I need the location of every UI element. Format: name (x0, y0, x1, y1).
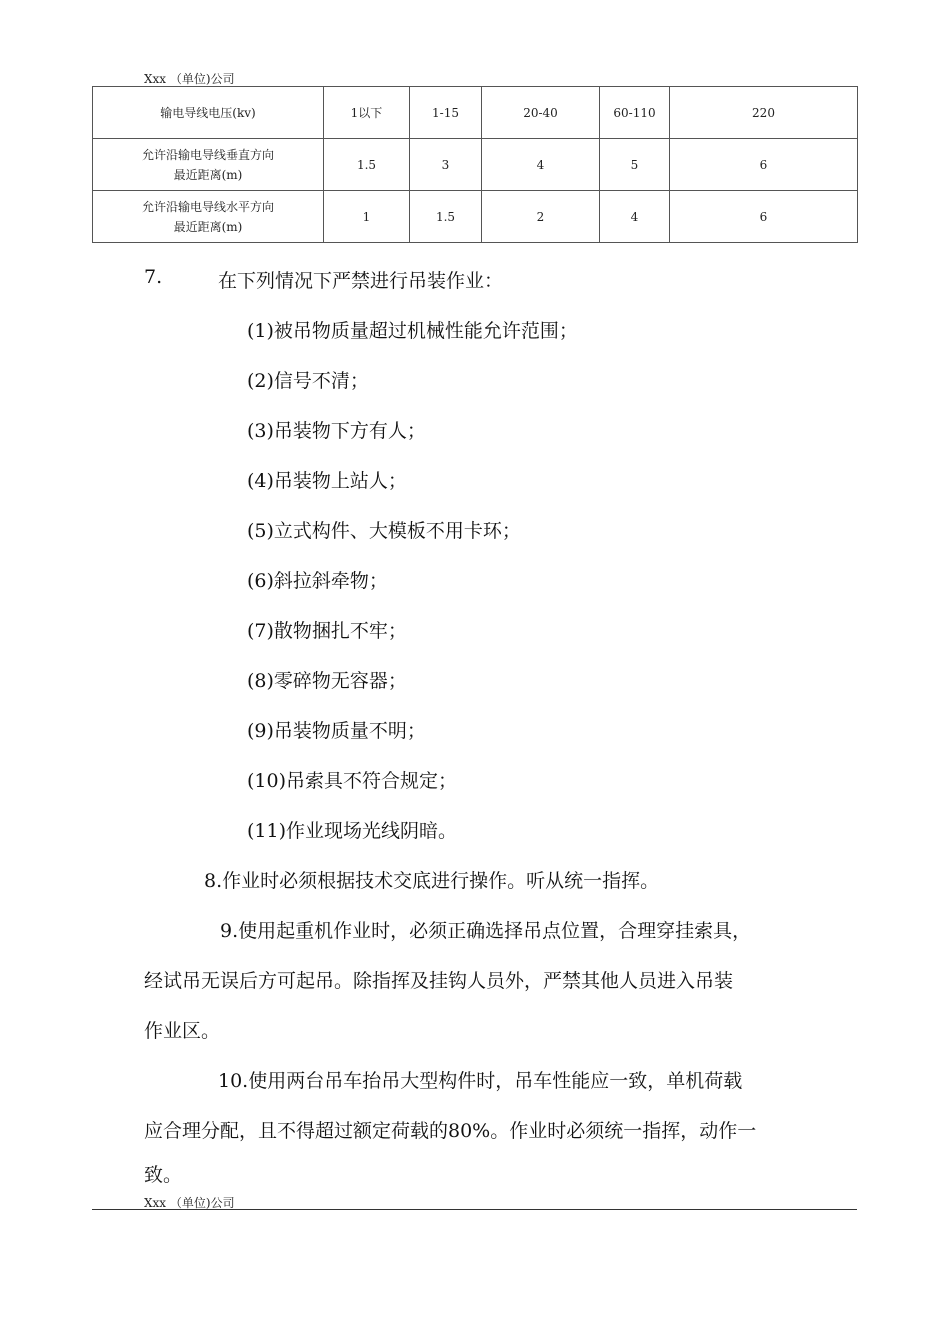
table-row (93, 139, 858, 191)
table-cell: 4 (482, 139, 600, 191)
item-10-line: 致。 (144, 1164, 183, 1186)
item-9-line: 经试吊无误后方可起吊。除指挥及挂钩人员外，严禁其他人员进入吊装 (144, 970, 734, 992)
table-cell: 6 (670, 139, 858, 191)
table-cell: 1.5 (410, 191, 482, 243)
table-cell: 1.5 (324, 139, 410, 191)
table-cell: 1以下 (324, 87, 410, 139)
item-10-line: 10.使用两台吊车抬吊大型构件时，吊车性能应一致，单机荷载 (218, 1070, 743, 1092)
row-label: 输电导线电压(kv) (93, 87, 324, 139)
table-cell: 1 (324, 191, 410, 243)
item-7-title: 在下列情况下严禁进行吊装作业： (218, 270, 504, 292)
table-cell: 3 (410, 139, 482, 191)
list-item: (7)散物捆扎不牢； (247, 620, 407, 642)
table-cell: 6 (670, 191, 858, 243)
item-8-paragraph: 8.作业时必须根据技术交底进行操作。听从统一指挥。 (204, 870, 660, 892)
table-row (93, 87, 858, 139)
footer-divider (92, 1209, 857, 1210)
table-cell: 60-110 (600, 87, 670, 139)
voltage-distance-table (92, 86, 858, 243)
table-row (93, 191, 858, 243)
row-label: 允许沿输电导线水平方向最近距离(m) (93, 191, 324, 243)
table-cell: 4 (600, 191, 670, 243)
header-company: Xxx （单位)公司 (144, 72, 235, 86)
item-10-line: 应合理分配，且不得超过额定荷载的80%。作业时必须统一指挥，动作一 (144, 1120, 757, 1142)
row-label: 允许沿输电导线垂直方向最近距离(m) (93, 139, 324, 191)
list-item: (6)斜拉斜牵物； (247, 570, 388, 592)
table-cell: 5 (600, 139, 670, 191)
table-cell: 220 (670, 87, 858, 139)
list-item: (8)零碎物无容器； (247, 670, 407, 692)
list-item: (2)信号不清； (247, 370, 369, 392)
item-9-line: 作业区。 (144, 1020, 221, 1042)
table-cell: 2 (482, 191, 600, 243)
table-cell: 1-15 (410, 87, 482, 139)
list-item: (10)吊索具不符合规定； (247, 770, 458, 792)
item-7-number: 7. (144, 266, 163, 288)
table-cell: 20-40 (482, 87, 600, 139)
list-item: (4)吊装物上站人； (247, 470, 407, 492)
list-item: (3)吊装物下方有人； (247, 420, 426, 442)
item-9-line: 9.使用起重机作业时，必须正确选择吊点位置，合理穿挂索具， (220, 920, 752, 942)
footer-company: Xxx （单位)公司 (144, 1196, 235, 1210)
list-item: (1)被吊物质量超过机械性能允许范围； (247, 320, 578, 342)
list-item: (5)立式构件、大模板不用卡环； (247, 520, 521, 542)
list-item: (11)作业现场光线阴暗。 (247, 820, 458, 842)
list-item: (9)吊装物质量不明； (247, 720, 426, 742)
